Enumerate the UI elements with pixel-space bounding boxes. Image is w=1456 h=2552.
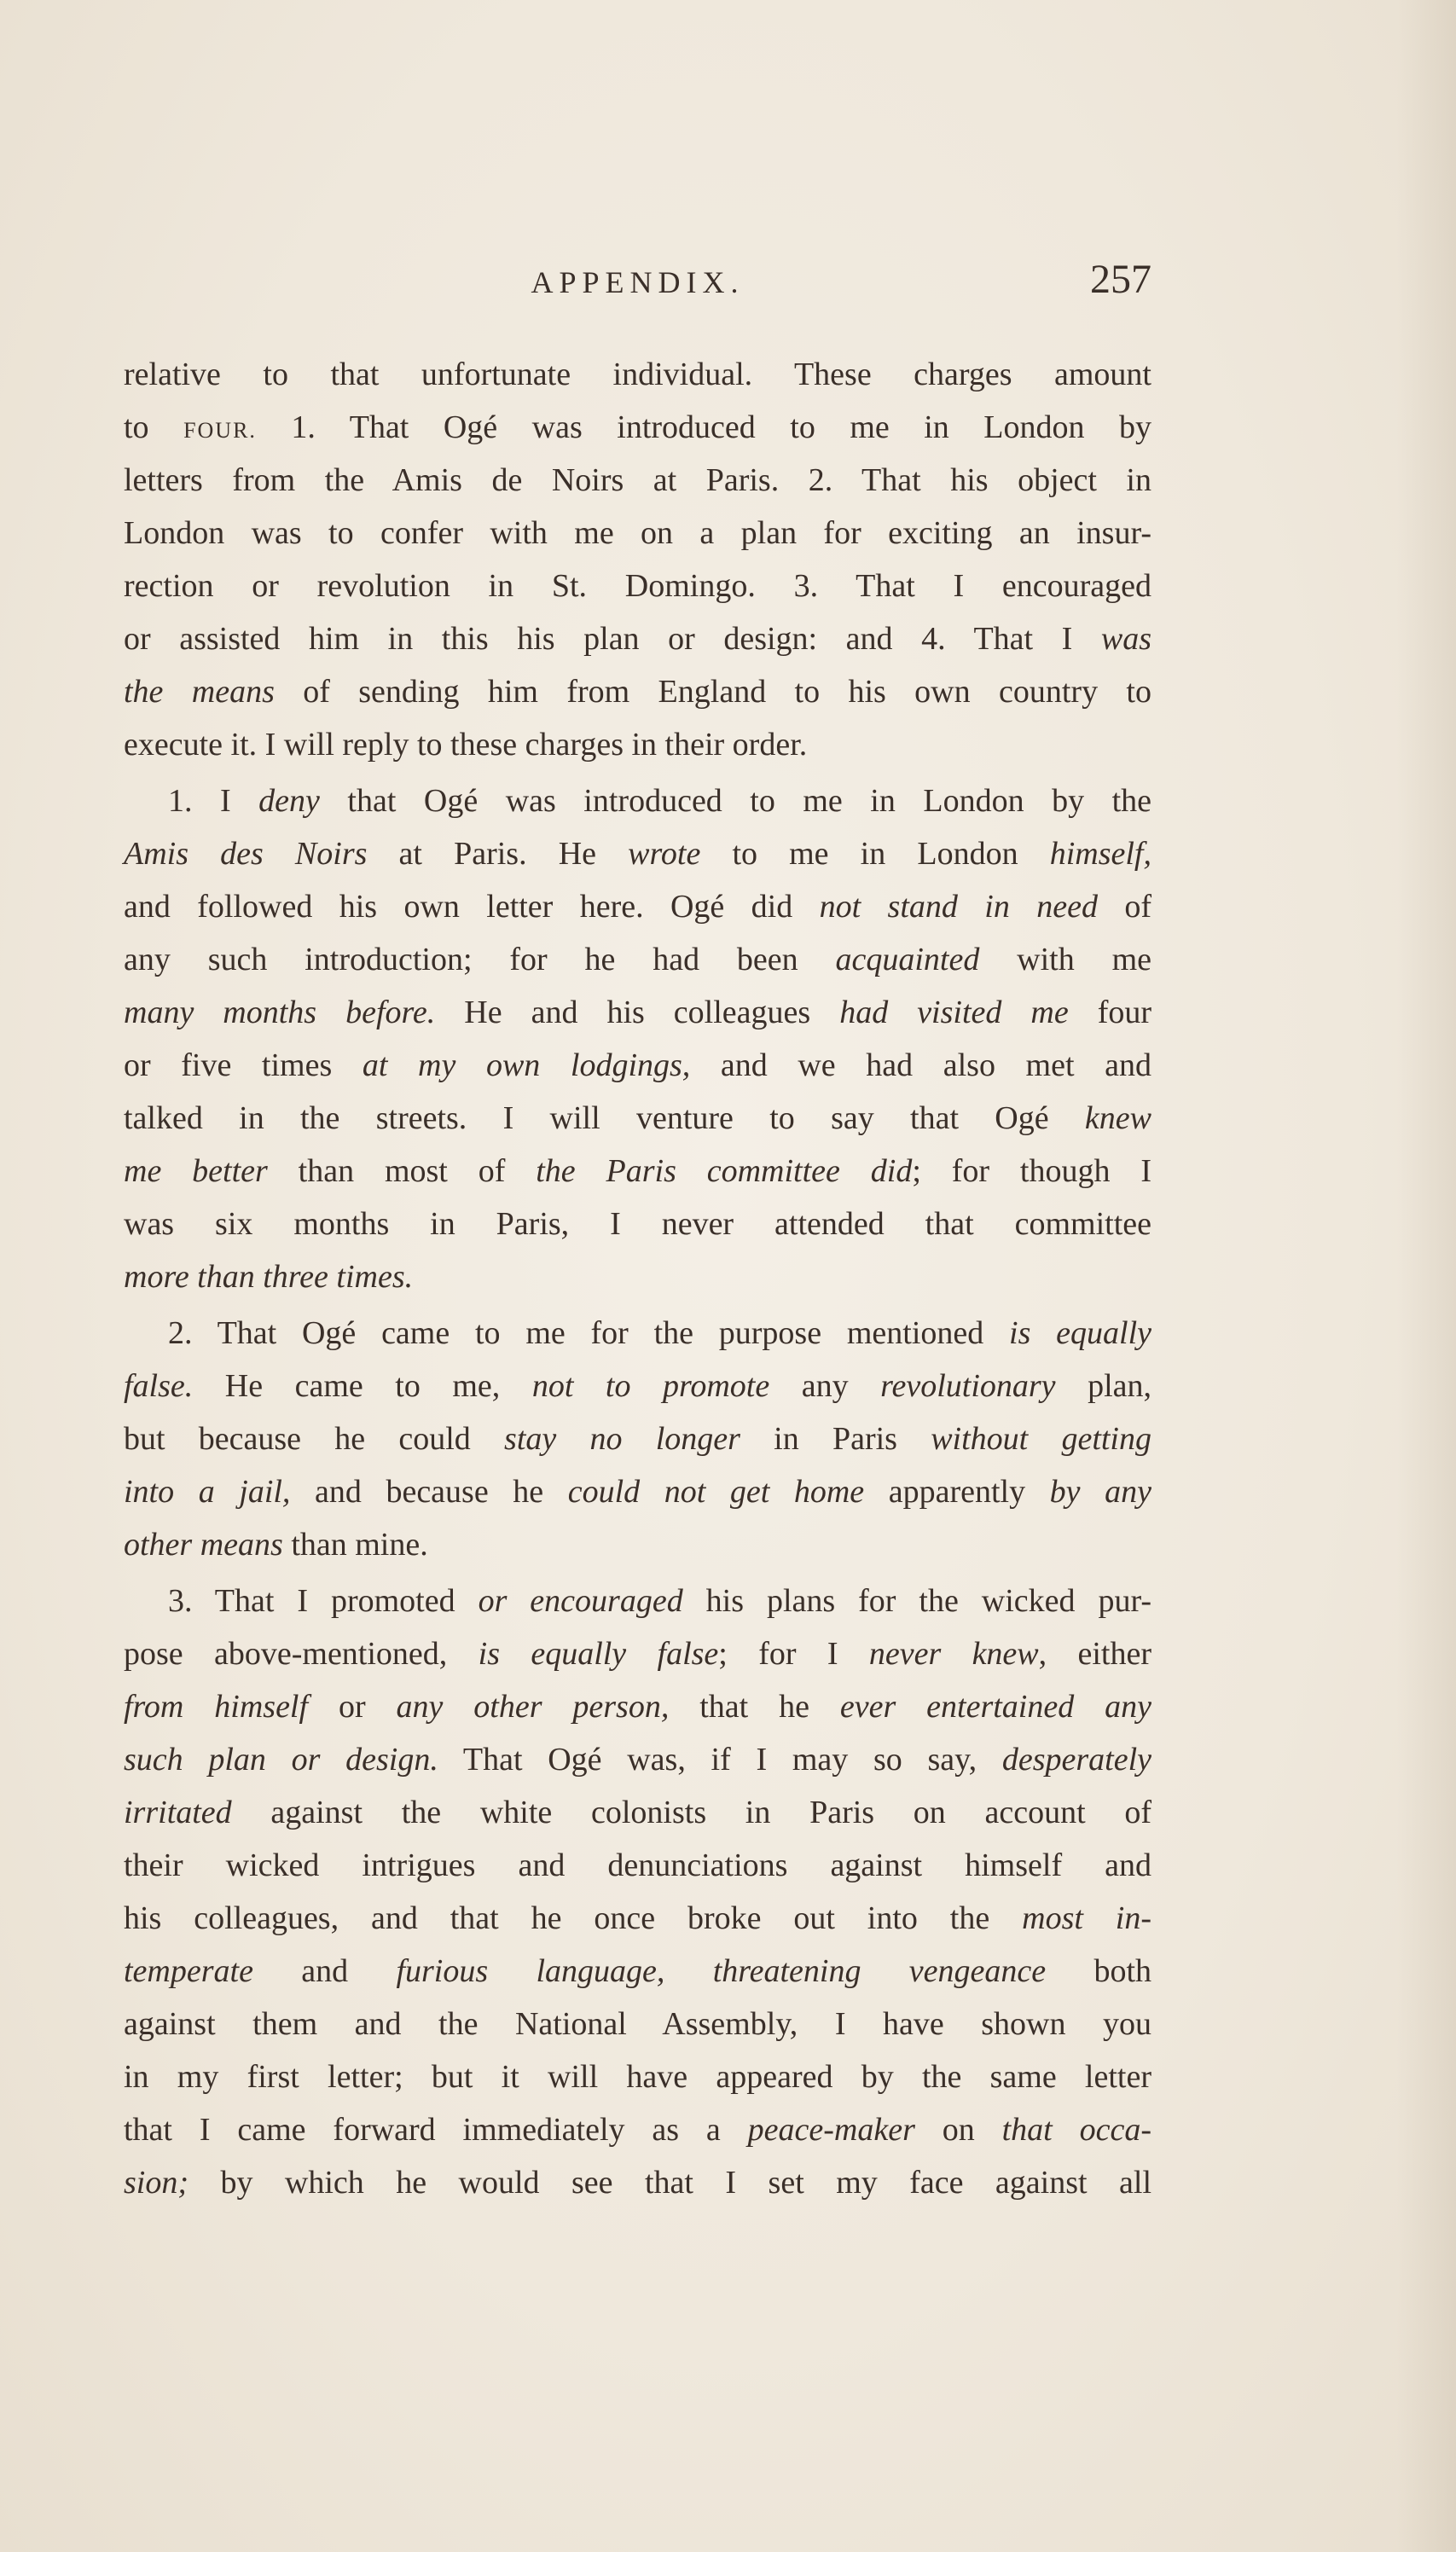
text-segment: or [308, 1689, 397, 1725]
text-segment: than mine. [282, 1527, 428, 1563]
text-segment: of sending him from England to his own country to [274, 674, 1151, 710]
text-line [124, 401, 1151, 454]
text-segment: 2. That Ogé came to me for the purpose mentioned [168, 1315, 1010, 1351]
italic-text: sion; [124, 2165, 189, 2201]
text-segment: their wicked intrigues and denunciations against himself and [124, 1847, 1151, 1883]
text-segment: to [124, 409, 184, 445]
text-line [124, 1892, 1151, 1945]
text-segment: any such introduction; for he had been [124, 942, 836, 977]
italic-text: had visited me [839, 995, 1069, 1030]
text-line [124, 1307, 1151, 1360]
text-line [124, 774, 1151, 827]
text-line [124, 1627, 1151, 1680]
page-edge-shadow [1396, 0, 1456, 2552]
italic-text: many months before. [124, 995, 436, 1030]
text-segment: that I came forward immediately as a [124, 2112, 748, 2148]
italic-text: himself, [1049, 836, 1151, 872]
italic-text: into a jail, [124, 1474, 291, 1510]
italic-text: not stand in need [819, 889, 1098, 925]
small-caps-text: FOUR. [183, 418, 257, 443]
italic-text: ever entertained any [839, 1689, 1151, 1725]
text-segment: pose above-mentioned, [124, 1636, 479, 1672]
text-segment: in Paris [740, 1421, 931, 1457]
text-line [124, 1412, 1151, 1465]
running-head: APPENDIX. [531, 265, 745, 299]
page-number: 257 [1090, 257, 1151, 302]
italic-text: false. [124, 1368, 194, 1404]
text-segment: ; for though I [912, 1153, 1151, 1189]
text-segment: and [252, 1953, 397, 1989]
italic-text: could not get home [567, 1474, 865, 1510]
text-segment: talked in the streets. I will venture to say that Ogé [124, 1100, 1085, 1136]
text-segment: 1. That Ogé was introduced to me in London by [256, 409, 1152, 445]
italic-text: more than three times. [124, 1259, 414, 1295]
text-line [124, 1465, 1151, 1518]
italic-text: furious language, threatening vengeance [396, 1953, 1047, 1989]
text-segment: to me in London [700, 836, 1050, 872]
text-line [124, 718, 1151, 771]
text-line [124, 348, 1151, 401]
italic-text: irritated [124, 1795, 232, 1830]
italic-text: without getting [931, 1421, 1151, 1457]
text-segment: and followed his own letter here. Ogé did [124, 889, 820, 925]
text-segment: That Ogé was, if I may so say, [438, 1742, 1002, 1778]
text-line [124, 1786, 1151, 1839]
text-line [124, 2050, 1151, 2103]
text-line [124, 1575, 1151, 1627]
italic-text: the means [124, 674, 275, 710]
text-segment: of [1097, 889, 1151, 925]
italic-text: or encouraged [478, 1583, 683, 1619]
text-segment: his colleagues, and that he once broke out into the [124, 1900, 1023, 1936]
text-segment: any [769, 1368, 881, 1404]
text-segment: relative to that unfortunate individual. These charges amount [124, 357, 1151, 392]
text-line [124, 1945, 1151, 1998]
text-segment: in my first letter; but it will have appeared by the same letter [124, 2059, 1151, 2095]
text-segment: by which he would see that I set my face against all [189, 2165, 1151, 2201]
text-segment: against the white colonists in Paris on account of [231, 1795, 1151, 1830]
text-segment: that he [669, 1689, 840, 1725]
text-line [124, 1145, 1151, 1198]
italic-text: other means [124, 1527, 283, 1563]
text-segment: against them and the National Assembly, I have shown you [124, 2006, 1151, 2042]
text-line [124, 1250, 1151, 1303]
italic-text: from himself [124, 1689, 309, 1725]
text-line [124, 454, 1151, 507]
text-segment: plan, [1055, 1368, 1151, 1404]
text-segment: rection or revolution in St. Domingo. 3. That I encouraged [124, 568, 1151, 604]
italic-text: by any [1049, 1474, 1151, 1510]
text-segment: letters from the Amis de Noirs at Paris. 2. That his object in [124, 462, 1151, 498]
italic-text: at my own lodgings, [362, 1047, 691, 1083]
text-segment: London was to confer with me on a plan for exciting an insur- [124, 515, 1151, 551]
italic-text: stay no longer [504, 1421, 740, 1457]
italic-text: knew [1084, 1100, 1151, 1136]
text-segment: was six months in Paris, I never attended that committee [124, 1206, 1151, 1242]
text-line [124, 1998, 1151, 2050]
text-segment: both [1046, 1953, 1151, 1989]
text-segment: apparently [864, 1474, 1050, 1510]
italic-text: peace-maker [747, 2112, 915, 2148]
italic-text: desperately [1001, 1742, 1151, 1778]
text-segment: or assisted him in this his plan or design: and 4. That I [124, 621, 1101, 657]
text-segment: than most of [267, 1153, 537, 1189]
italic-text: is equally [1009, 1315, 1151, 1351]
italic-text: acquainted [835, 942, 980, 977]
italic-text: deny [258, 783, 320, 819]
italic-text: never knew [868, 1636, 1039, 1672]
body-text [124, 348, 1151, 2209]
text-line [124, 1198, 1151, 1250]
italic-text: wrote [628, 836, 701, 872]
text-segment: execute it. I will reply to these charges in their order. [124, 727, 808, 763]
text-segment: his plans for the wicked pur- [682, 1583, 1151, 1619]
text-line [124, 986, 1151, 1039]
italic-text: any other person, [396, 1689, 670, 1725]
text-segment: that Ogé was introduced to me in London by the [319, 783, 1151, 819]
italic-text: Amis des Noirs [124, 836, 368, 872]
page-header [124, 256, 1151, 307]
italic-text: the Paris committee did [536, 1153, 913, 1189]
text-segment: He and his colleagues [435, 995, 840, 1030]
italic-text: not to promote [531, 1368, 770, 1404]
text-segment: four [1068, 995, 1152, 1030]
italic-text: temperate [124, 1953, 253, 1989]
text-segment: on [914, 2112, 1002, 2148]
italic-text: me better [124, 1153, 268, 1189]
text-segment: with me [979, 942, 1152, 977]
text-line [124, 827, 1151, 880]
text-segment: ; for I [718, 1636, 869, 1672]
text-line [124, 1733, 1151, 1786]
text-line [124, 507, 1151, 560]
italic-text: such plan or design. [124, 1742, 438, 1778]
text-line [124, 1092, 1151, 1145]
text-line [124, 1360, 1151, 1412]
text-line [124, 665, 1151, 718]
italic-text: most in- [1022, 1900, 1152, 1936]
text-line [124, 560, 1151, 612]
text-line [124, 2103, 1151, 2156]
text-segment: but because he could [124, 1421, 505, 1457]
text-segment: and we had also met and [690, 1047, 1151, 1083]
italic-text: was [1100, 621, 1151, 657]
text-line [124, 1839, 1151, 1892]
text-line [124, 933, 1151, 986]
text-segment: , either [1038, 1636, 1151, 1672]
text-segment: and because he [290, 1474, 568, 1510]
text-segment: He came to me, [193, 1368, 532, 1404]
italic-text: revolutionary [880, 1368, 1056, 1404]
text-line [124, 1680, 1151, 1733]
text-segment: 3. That I promoted [168, 1583, 479, 1619]
italic-text: is equally false [478, 1636, 719, 1672]
text-line [124, 612, 1151, 665]
italic-text: that occa- [1001, 2112, 1152, 2148]
text-line [124, 2156, 1151, 2209]
text-line [124, 1518, 1151, 1571]
text-segment: or five times [124, 1047, 363, 1083]
text-line [124, 1039, 1151, 1092]
text-segment: at Paris. He [367, 836, 629, 872]
text-line [124, 880, 1151, 933]
text-segment: 1. I [168, 783, 259, 819]
